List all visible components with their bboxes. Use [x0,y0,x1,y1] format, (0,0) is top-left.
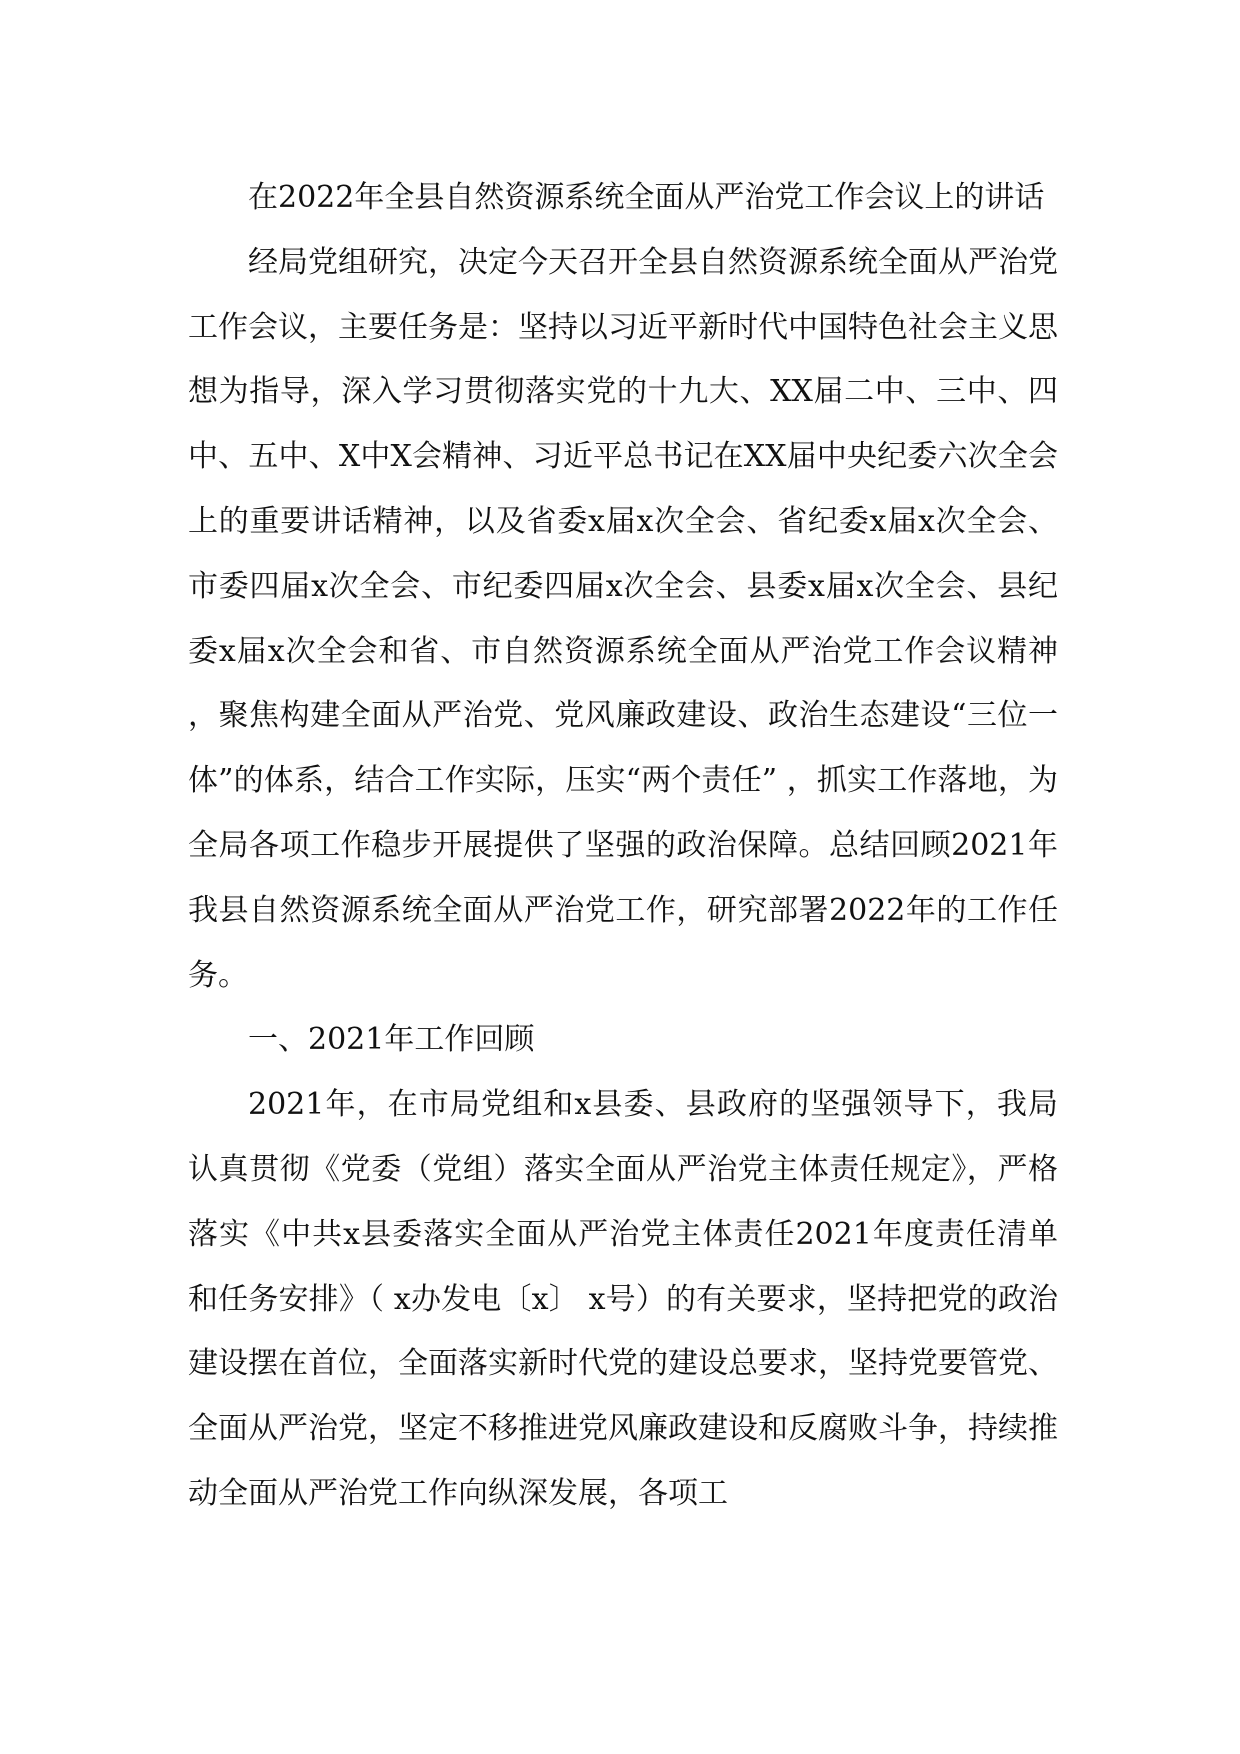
document-title: 在2022年全县自然资源系统全面从严治党工作会议上的讲话 [248,180,1045,215]
intro-paragraph: 经局党组研究，决定今天召开全县自然资源系统全面从严治党工作会议，主要任务是：坚持以习近平新时代中国特色社会主义思想为指导，深入学习贯彻落实党的十九大、XX届二中、三中、四中、五中、X中X会精神、习近平总书记在XX届中央纪委六次全会上的重要讲话精神，以及省委x届x次全会、省纪委x届x次全会、市委四届x次全会、市纪委四届x次全会、县委x届x次全会、县纪委x届x次全会和省、市自然资源系统全面从严治党工作会议精神，聚焦构建全面从严治党、党风廉政建设、政治生态建设“三位一体”的体系，结合工作实际，压实“两个责任” ，抓实工作落地，为全局各项工作稳步开展提供了坚强的政治保障。总结回顾2021年我县自然资源系统全面从严治党工作，研究部署2022年的工作任务。 [188,244,1058,993]
section-paragraph: 2021年，在市局党组和x县委、县政府的坚强领导下，我局认真贯彻《党委（党组）落实全面从严治党主体责任规定》，严格落实《中共x县委落实全面从严治党主体责任2021年度责任清单和任务安排》（ x办发电〔x〕 x号）的有关要求，坚持把党的政治建设摆在首位，全面落实新时代党的建设总要求，坚持党要管党、全面从严治党，坚定不移推进党风廉政建设和反腐败斗争，持续推动全面从严治党工作向纵深发展，各项工 [188,1087,1058,1511]
section-heading: 一、2021年工作回顾 [248,1022,535,1058]
document-body [188,166,1058,1527]
